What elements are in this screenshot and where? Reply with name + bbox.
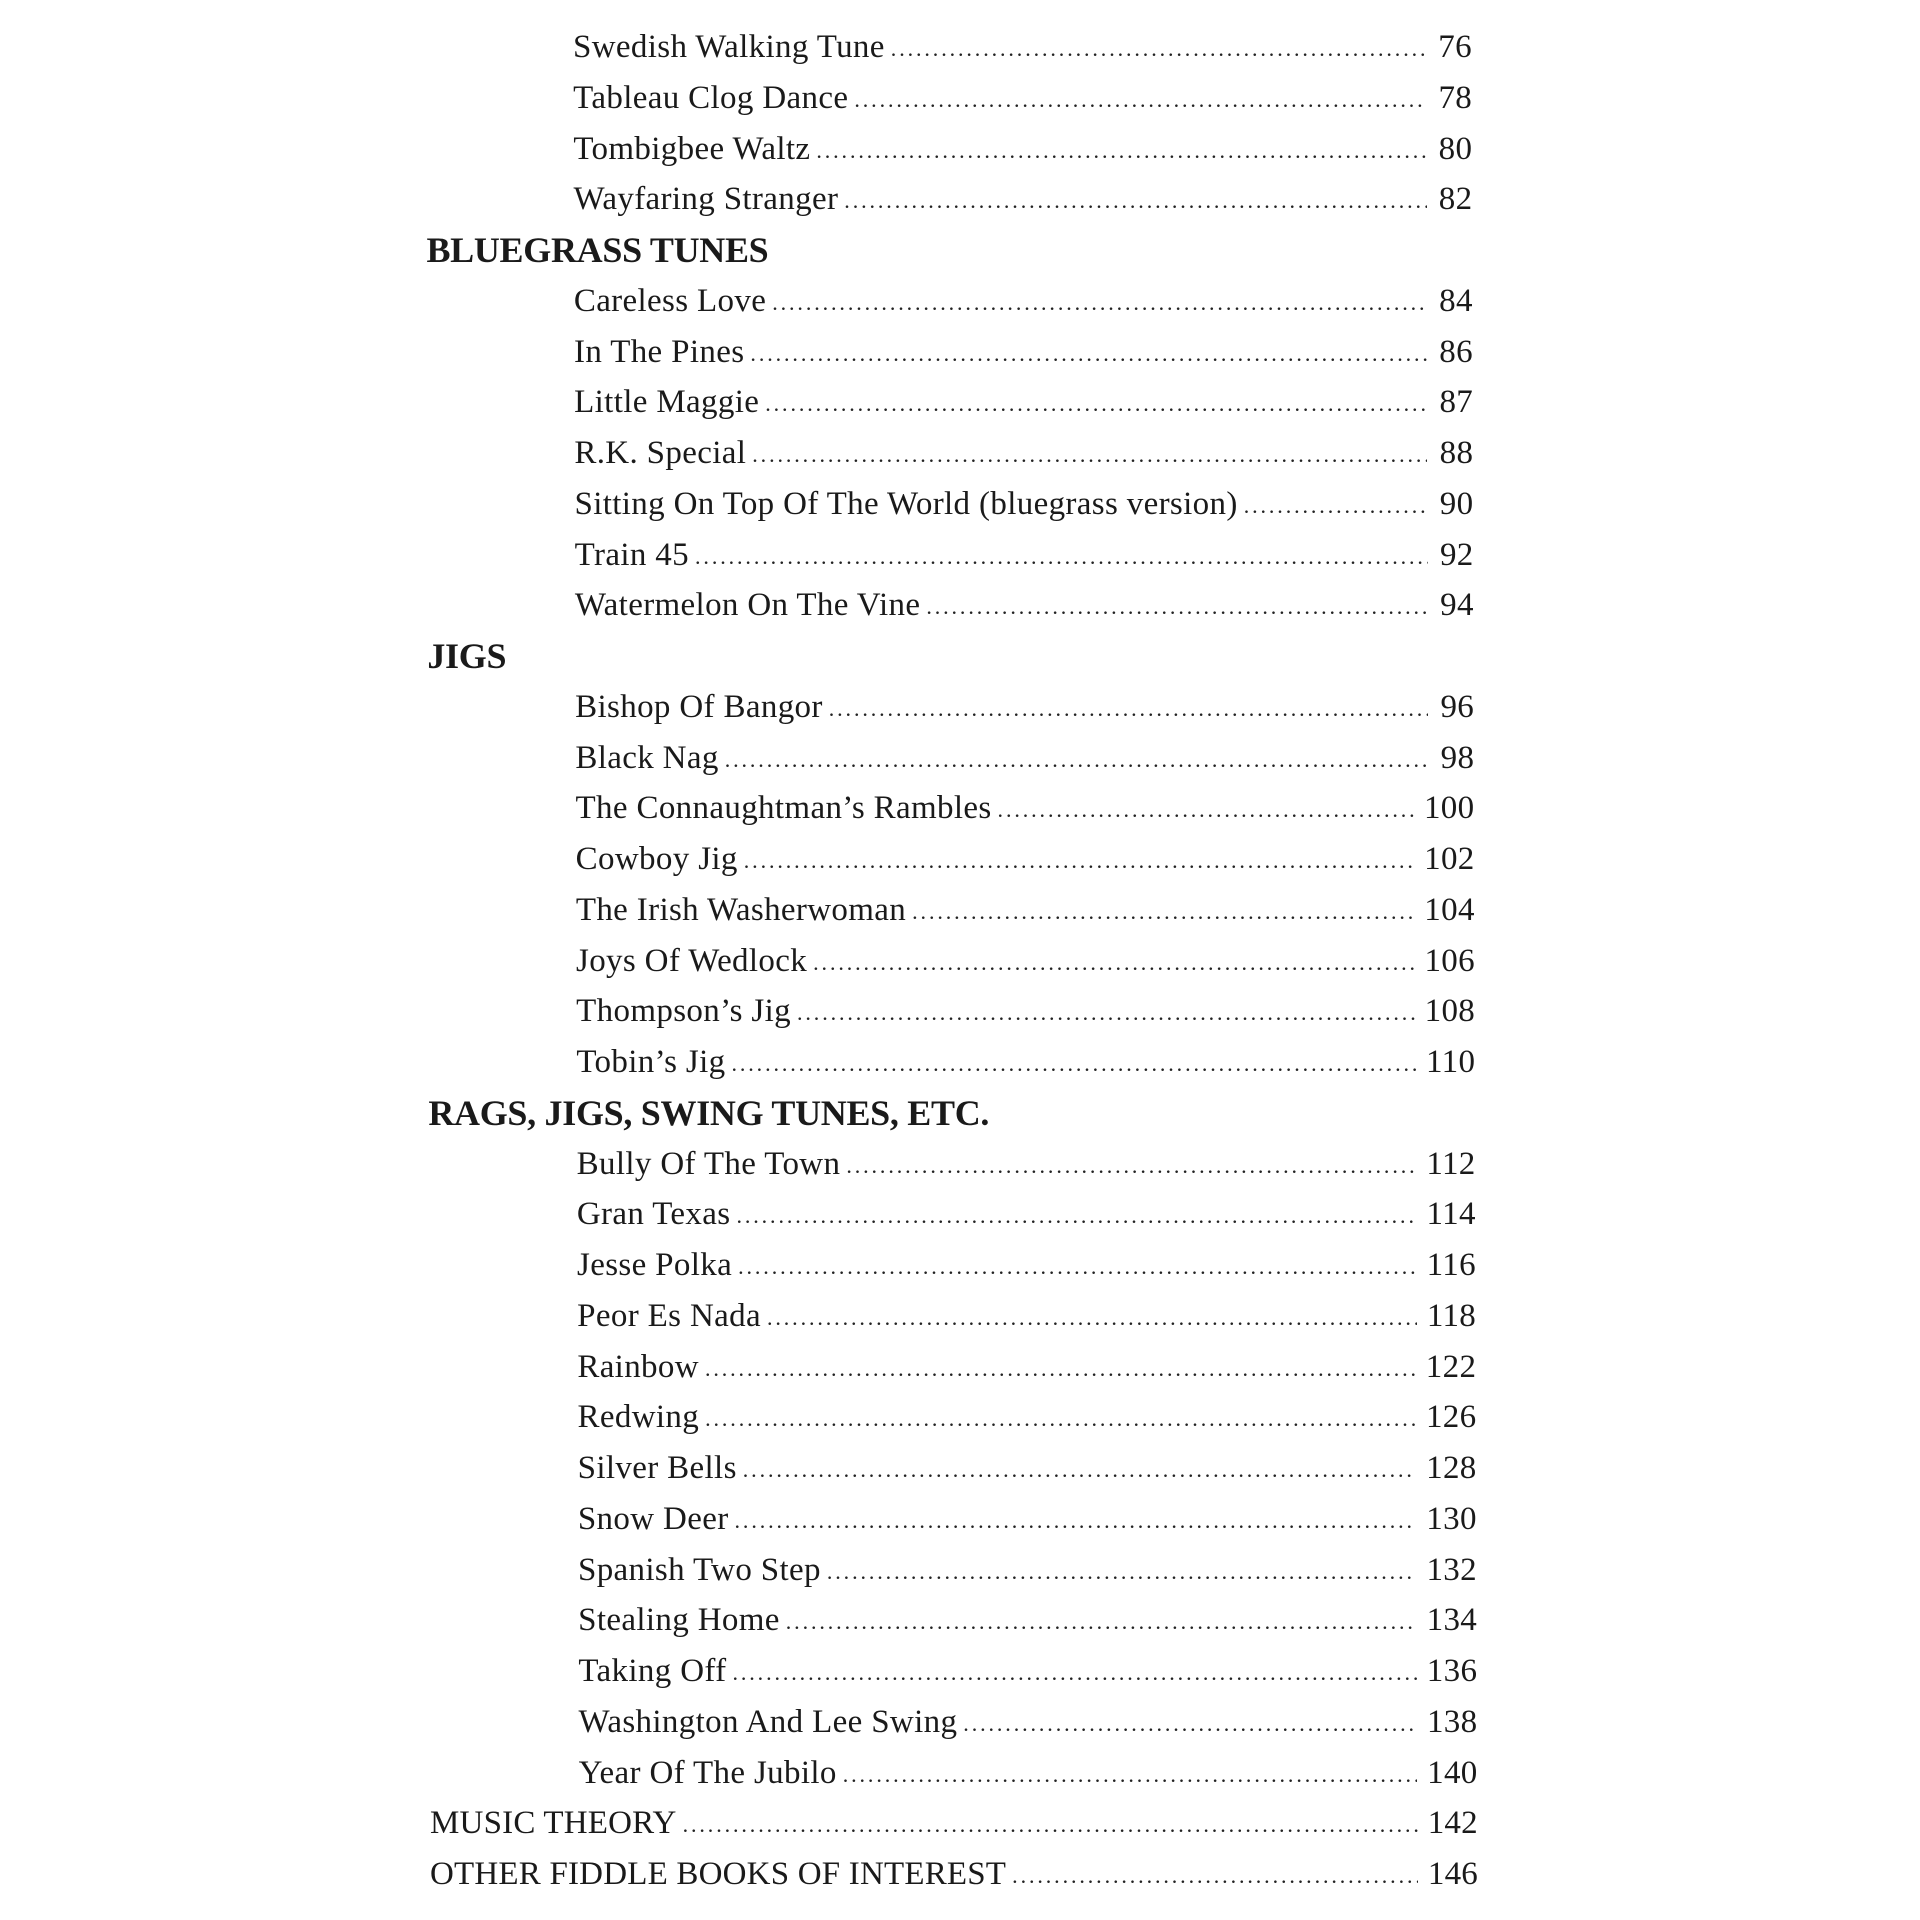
dot-leader xyxy=(846,1143,1416,1189)
toc-entry[interactable] xyxy=(574,329,1473,375)
entry-title: Watermelon On The Vine xyxy=(574,587,921,624)
page-number: 146 xyxy=(1427,1856,1478,1892)
entry-title: Taking Off xyxy=(578,1653,727,1689)
page-number: 138 xyxy=(1426,1703,1478,1740)
dot-leader xyxy=(736,1193,1416,1239)
page-number: 84 xyxy=(1439,282,1473,319)
dot-leader xyxy=(1012,1853,1418,1899)
toc-entry[interactable] xyxy=(575,684,1474,730)
dot-leader xyxy=(765,381,1427,427)
entry-title: Black Nag xyxy=(575,739,719,776)
entry-title: Bishop Of Bangor xyxy=(575,688,823,725)
toc-entry[interactable] xyxy=(578,1394,1477,1440)
toc-entry[interactable] xyxy=(578,1597,1477,1643)
page-number: 86 xyxy=(1439,333,1473,370)
entry-title: The Connaughtman’s Rambles xyxy=(575,790,992,827)
entry-title: Careless Love xyxy=(573,282,767,319)
page-number: 104 xyxy=(1424,891,1475,928)
entry-title: MUSIC THEORY xyxy=(430,1805,677,1842)
page-number: 128 xyxy=(1426,1450,1477,1486)
page-number: 94 xyxy=(1440,587,1474,624)
dot-leader xyxy=(829,686,1428,732)
section-heading xyxy=(427,633,506,679)
entry-title: Snow Deer xyxy=(577,1500,729,1537)
section-heading xyxy=(426,227,768,273)
dot-leader xyxy=(750,331,1427,377)
section-heading-title: RAGS, JIGS, SWING TUNES, ETC. xyxy=(428,1092,990,1133)
page-number: 96 xyxy=(1440,688,1475,725)
entry-title: Peor Es Nada xyxy=(577,1297,761,1334)
dot-leader xyxy=(786,1599,1417,1645)
page-number: 88 xyxy=(1439,435,1474,471)
page-number: 118 xyxy=(1426,1297,1477,1334)
toc-entry[interactable] xyxy=(574,430,1473,476)
dot-leader xyxy=(912,889,1414,935)
entry-title: Year Of The Jubilo xyxy=(578,1754,837,1791)
dot-leader xyxy=(797,990,1415,1036)
toc-section-entry[interactable] xyxy=(430,1800,1478,1846)
dot-leader xyxy=(926,584,1428,630)
page-number: 114 xyxy=(1426,1196,1476,1233)
entry-title: Tableau Clog Dance xyxy=(573,79,849,116)
toc-entry[interactable] xyxy=(575,532,1474,578)
page-number: 110 xyxy=(1426,1044,1476,1080)
toc-entry[interactable] xyxy=(577,1141,1476,1187)
page-number: 78 xyxy=(1438,79,1473,116)
page-number: 140 xyxy=(1427,1754,1478,1791)
page-number: 126 xyxy=(1425,1399,1477,1436)
entry-title: The Irish Washerwoman xyxy=(575,891,907,928)
toc-entry[interactable] xyxy=(573,24,1472,70)
entry-title: Silver Bells xyxy=(577,1450,737,1486)
toc-entry[interactable] xyxy=(579,1699,1478,1745)
page-number: 130 xyxy=(1426,1500,1477,1537)
dot-leader xyxy=(767,1295,1417,1341)
toc-entry[interactable] xyxy=(575,481,1474,527)
dot-leader xyxy=(683,1802,1418,1848)
toc-entry[interactable] xyxy=(576,988,1475,1034)
entry-title: Redwing xyxy=(577,1399,700,1436)
entry-title: Jesse Polka xyxy=(577,1247,733,1283)
toc-entry[interactable] xyxy=(577,1344,1476,1390)
dot-leader xyxy=(695,534,1428,580)
entry-title: Little Maggie xyxy=(574,384,760,421)
entry-title: R.K. Special xyxy=(574,435,747,471)
entry-title: Swedish Walking Tune xyxy=(573,29,885,65)
dot-leader xyxy=(827,1549,1417,1595)
page-number: 87 xyxy=(1439,384,1474,421)
toc-entry[interactable] xyxy=(578,1648,1477,1694)
entry-title: Thompson’s Jig xyxy=(576,993,791,1030)
page-number: 122 xyxy=(1425,1348,1477,1385)
entry-title: Stealing Home xyxy=(578,1602,780,1639)
dot-leader xyxy=(891,26,1426,72)
section-heading xyxy=(428,1090,989,1136)
dot-leader xyxy=(816,128,1426,174)
page-number: 80 xyxy=(1438,130,1473,167)
toc-entry[interactable] xyxy=(578,1445,1477,1491)
page-number: 98 xyxy=(1440,739,1475,776)
dot-leader xyxy=(998,787,1414,833)
page-number: 132 xyxy=(1426,1551,1477,1588)
entry-title: In The Pines xyxy=(574,333,745,370)
dot-leader xyxy=(725,737,1429,783)
section-heading-title: BLUEGRASS TUNES xyxy=(426,230,769,270)
entry-title: Spanish Two Step xyxy=(578,1551,821,1588)
dot-leader xyxy=(735,1498,1417,1544)
page-number: 112 xyxy=(1426,1145,1476,1182)
toc-entry[interactable] xyxy=(579,1750,1478,1796)
dot-leader xyxy=(813,940,1414,986)
toc-entry[interactable] xyxy=(576,938,1475,984)
toc-entry[interactable] xyxy=(575,735,1474,781)
dot-leader xyxy=(731,1041,1416,1087)
entry-title: Joys Of Wedlock xyxy=(576,942,808,979)
entry-title: Sitting On Top Of The World (bluegrass version) xyxy=(574,485,1238,522)
dot-leader xyxy=(743,1447,1416,1493)
page-number: 106 xyxy=(1424,942,1475,979)
dot-leader xyxy=(738,1244,1417,1290)
dot-leader xyxy=(705,1396,1416,1442)
dot-leader xyxy=(963,1701,1417,1747)
toc-entry[interactable] xyxy=(573,75,1472,121)
toc-entry[interactable] xyxy=(578,1496,1477,1542)
dot-leader xyxy=(705,1346,1416,1392)
entry-title: Cowboy Jig xyxy=(575,841,738,877)
entry-title: Tombigbee Waltz xyxy=(573,130,811,167)
dot-leader xyxy=(1244,483,1428,529)
dot-leader xyxy=(854,77,1426,123)
dot-leader xyxy=(843,1752,1417,1798)
entry-title: Tobin’s Jig xyxy=(576,1044,726,1080)
page-number: 136 xyxy=(1426,1653,1478,1689)
dot-leader xyxy=(844,178,1426,224)
toc-entry[interactable] xyxy=(574,176,1473,222)
dot-leader xyxy=(772,280,1427,326)
entry-title: Wayfaring Stranger xyxy=(573,181,839,218)
toc-entry[interactable] xyxy=(576,785,1475,831)
toc-entry[interactable] xyxy=(576,887,1475,933)
toc-entry[interactable] xyxy=(577,1293,1476,1339)
page-number: 134 xyxy=(1426,1602,1478,1639)
dot-leader xyxy=(732,1650,1416,1696)
section-heading-title: JIGS xyxy=(427,636,507,676)
entry-title: Gran Texas xyxy=(576,1196,731,1233)
toc-entry[interactable] xyxy=(576,836,1475,882)
page-number: 116 xyxy=(1426,1247,1476,1283)
entry-title: Bully Of The Town xyxy=(576,1145,841,1182)
entry-title: Washington And Lee Swing xyxy=(578,1703,958,1740)
toc-entry[interactable] xyxy=(573,126,1472,172)
toc-entry[interactable] xyxy=(575,582,1474,628)
page-number: 100 xyxy=(1423,790,1475,827)
toc-entry[interactable] xyxy=(574,379,1473,425)
page-number: 102 xyxy=(1424,841,1475,877)
toc-entry[interactable] xyxy=(577,1242,1476,1288)
page-number: 142 xyxy=(1427,1805,1478,1842)
page-number: 82 xyxy=(1438,181,1473,218)
toc-section-entry[interactable] xyxy=(430,1851,1478,1897)
page-number: 108 xyxy=(1424,993,1476,1030)
toc-entry[interactable] xyxy=(574,278,1473,324)
entry-title: OTHER FIDDLE BOOKS OF INTEREST xyxy=(430,1856,1007,1892)
dot-leader xyxy=(752,432,1427,478)
entry-title: Train 45 xyxy=(574,536,690,573)
dot-leader xyxy=(744,838,1414,884)
page-number: 76 xyxy=(1438,29,1472,65)
page-number: 92 xyxy=(1439,536,1474,573)
toc-entry[interactable] xyxy=(578,1547,1477,1593)
entry-title: Rainbow xyxy=(577,1348,699,1385)
page-number: 90 xyxy=(1439,485,1474,522)
toc-entry[interactable] xyxy=(577,1191,1476,1237)
toc-entry[interactable] xyxy=(576,1039,1475,1085)
